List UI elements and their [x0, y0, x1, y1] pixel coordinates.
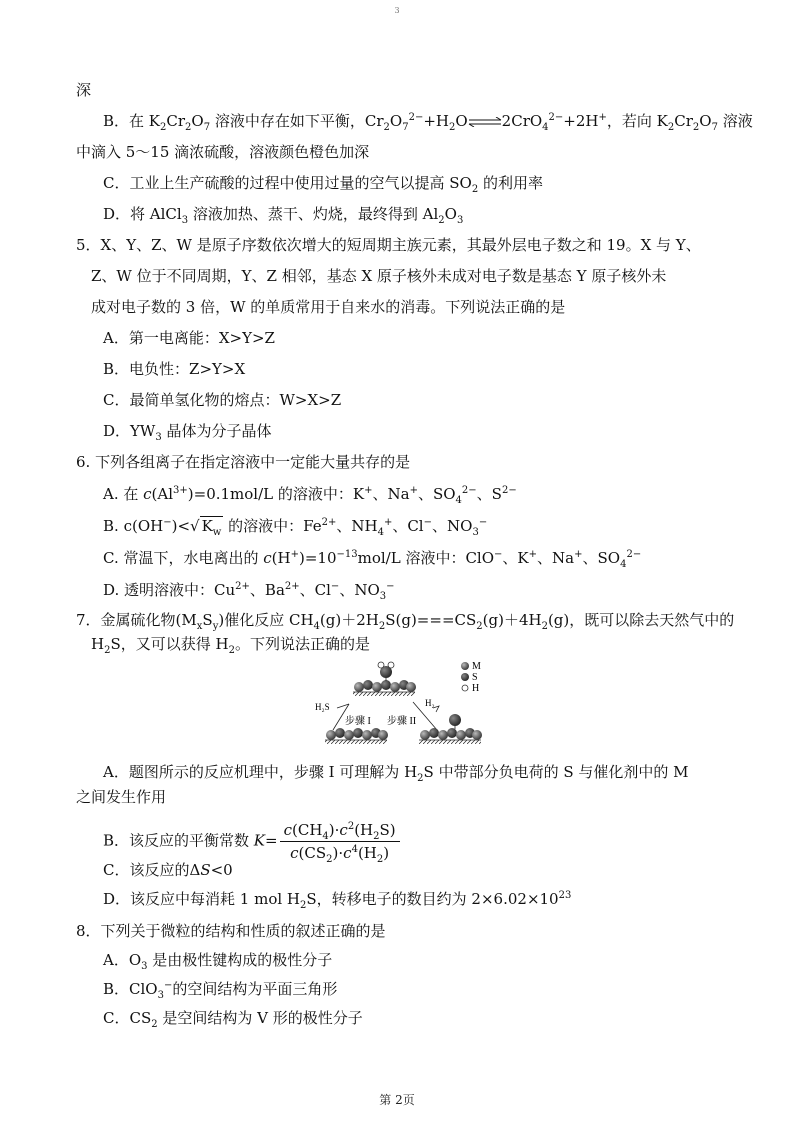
question-7-stem-1: 7．金属硫化物$(M_xS_y)$催化反应 $CH_4(g)+2H_2S(g)===CS_2(g)+4H_2(g)$，既可以除去天然气中的: [76, 611, 735, 632]
option-7b: B．该反应的平衡常数 K= $\frac{c(CH_4)\cdot c^2(H_2S)}{c(CS_2)\cdot c^4(H_2)}$: [103, 820, 400, 863]
label-step-2: 步骤 II: [387, 716, 417, 727]
question-7-stem-2: $H_2S$，又可以获得 $H_2$。下列说法正确的是: [91, 635, 370, 656]
option-5d: D．$YW_3$ 晶体为分子晶体: [103, 422, 272, 443]
question-5-stem-2: Z、W 位于不同周期，Y、Z 相邻，基态 X 原子核外未成对电子数是基态 Y 原子核外未: [91, 267, 667, 285]
page-marker: 3: [394, 6, 400, 15]
label-step-1: 步骤 I: [345, 716, 371, 727]
equilibrium-constant-fraction: $\frac{c(CH_4)\cdot c^2(H_2S)}{c(CS_2)\cdot c^4(H_2)}$: [280, 820, 400, 863]
label-h2s: H₂S: [315, 702, 330, 712]
question-5-stem-1: 5．X、Y、Z、W 是原子序数依次增大的短周期主族元素，其最外层电子数之和 19。X 与 Y、: [76, 236, 701, 254]
legend-h: H: [472, 683, 480, 694]
legend: [461, 661, 481, 694]
option-4b-line2: 中滴入 5～15 滴浓硫酸，溶液颜色橙色加深: [76, 143, 370, 161]
question-6-stem: 6. 下列各组离子在指定溶液中一定能大量共存的是: [76, 453, 411, 471]
option-8b: B．ClO$_3$−的空间结构为平面三角形: [103, 980, 338, 1001]
label-h2: H₂: [425, 698, 435, 708]
option-8c: C．$CS_2$ 是空间结构为 V 形的极性分子: [103, 1009, 363, 1030]
option-6b: B. c(OH−)<√ $K_w$ 的溶液中：$Fe^{2+}$、$NH_4^+$、Cl−、$NO_3^-$: [103, 517, 488, 538]
question-5-stem-3: 成对电子数的 3 倍，W 的单质常用于自来水的消毒。下列说法正确的是: [91, 298, 566, 316]
option-6d: D. 透明溶液中：$Cu^{2+}$、$Ba^{2+}$、Cl−、$NO_3^-$: [103, 581, 395, 602]
option-6c: C. 常温下，水电离出的 $c(H^+)=10^{-13}mol/L$ 溶液中：ClO−、K+、Na+、$SO_4^{2-}$: [103, 549, 642, 570]
legend-s: S: [472, 672, 478, 683]
catalyst-top: [353, 662, 416, 696]
page-number: 第 2页: [379, 1093, 415, 1107]
option-7d: D．该反应中每消耗 1 mol $H_2S$，转移电子的数目约为 $2\times 6.02\times 10^{23}$: [103, 890, 572, 911]
option-7a-line1: A．题图所示的反应机理中，步骤 I 可理解为 $H_2S$ 中带部分负电荷的 S 与催化剂中的 M: [103, 763, 689, 784]
catalyst-bottom-right: [419, 714, 482, 744]
text-line: 深: [76, 81, 92, 99]
option-4c: C．工业上生产硫酸的过程中使用过量的空气以提高 $SO_2$ 的利用率: [103, 174, 543, 195]
question-8-stem: 8．下列关于微粒的结构和性质的叙述正确的是: [76, 922, 386, 940]
option-4b-line1: B．在 $K_2Cr_2O_7$ 溶液中存在如下平衡，$Cr_2O_7^{2-}+H_2O$ 2CrO$_4^{2-}$+2H+，若向 $K_2Cr_2O_7$ 溶液: [103, 112, 753, 133]
equilibrium-arrow-icon: [468, 117, 502, 127]
legend-m: M: [472, 661, 481, 672]
option-7a-line2: 之间发生作用: [76, 788, 167, 806]
catalyst-bottom-left: [325, 728, 388, 744]
option-8a: A．$O_3$ 是由极性键构成的极性分子: [103, 951, 333, 972]
option-6a: A. 在 $c(Al^{3+})=0.1mol/L$ 的溶液中：K+、Na+、$SO_4^{2-}$、$S^{2-}$: [103, 485, 517, 506]
option-7c: C．该反应的ΔS<0: [103, 861, 233, 879]
option-5c: C．最简单氢化物的熔点：W>X>Z: [103, 391, 342, 409]
option-5a: A．第一电离能：X>Y>Z: [103, 329, 275, 347]
option-5b: B．电负性：Z>Y>X: [103, 360, 246, 378]
option-4d: D．将 AlCl$_3$ 溶液加热、蒸干、灼烧，最终得到 $Al_2O_3$: [103, 205, 464, 226]
reaction-mechanism-figure: [315, 656, 495, 748]
